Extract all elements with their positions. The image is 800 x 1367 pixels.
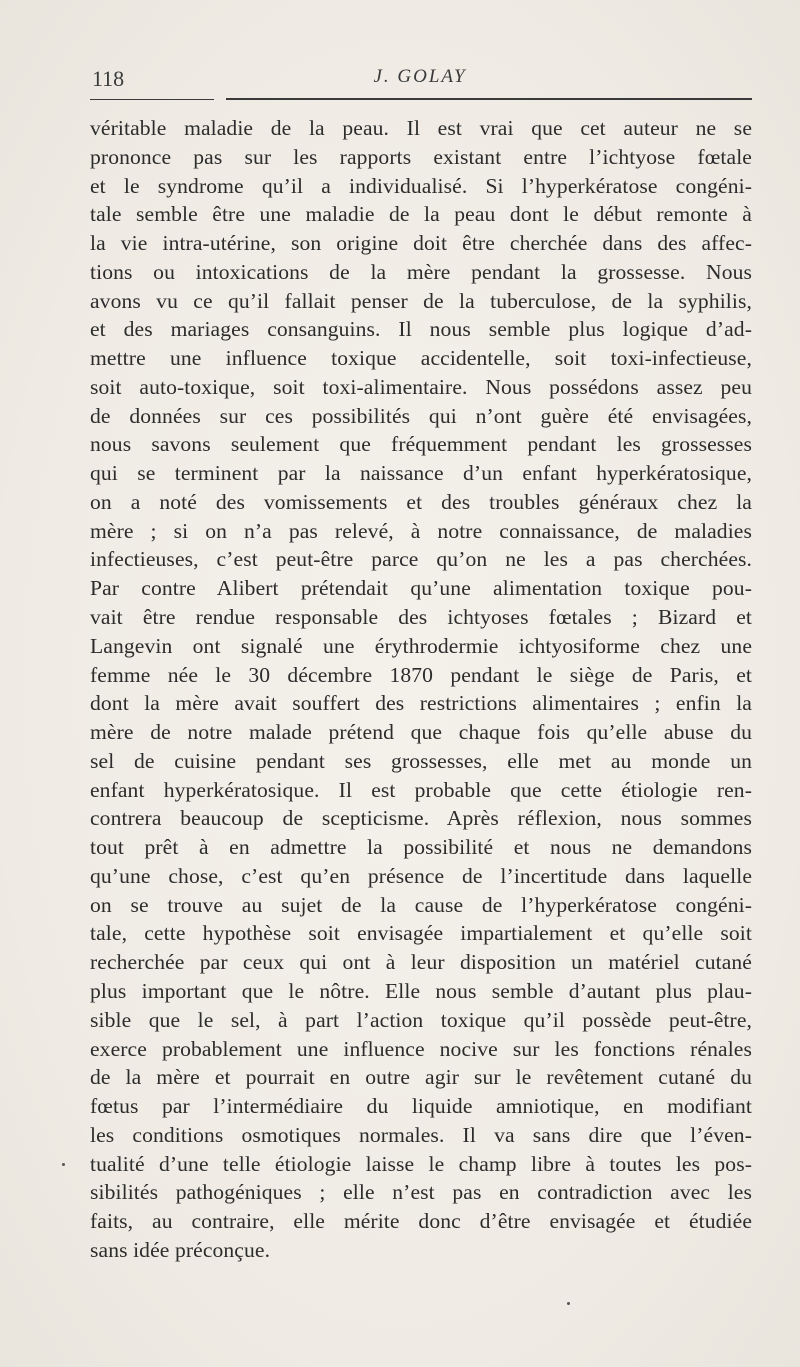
page-header (90, 64, 750, 94)
text-line: la vie intra-utérine, son origine doit être cherchée dans des affec- (90, 231, 752, 256)
text-line: et le syndrome qu’il a individualisé. Si l’hyperkératose congéni- (90, 173, 752, 198)
text-line: on a noté des vomissements et des troubles généraux chez la (90, 489, 752, 514)
header-rule-left (90, 99, 214, 100)
text-line: les conditions osmotiques normales. Il va sans dire que l’éven- (90, 1122, 752, 1147)
page-number: 118 (92, 66, 125, 91)
text-line: qu’une chose, c’est qu’en présence de l’incertitude dans laquelle (90, 863, 752, 888)
text-line: femme née le 30 décembre 1870 pendant le siège de Paris, et (90, 662, 752, 687)
text-line: prononce pas sur les rapports existant entre l’ichtyose fœtale (90, 144, 752, 169)
text-line: avons vu ce qu’il fallait penser de la tuberculose, de la syphilis, (90, 288, 752, 313)
text-line: qui se terminent par la naissance d’un enfant hyperkératosique, (90, 461, 752, 486)
text-line: dont la mère avait souffert des restrictions alimentaires ; enfin la (90, 691, 752, 716)
text-line: véritable maladie de la peau. Il est vrai que cet auteur ne se (90, 116, 752, 140)
text-line: enfant hyperkératosique. Il est probable que cette étiologie ren- (90, 777, 752, 802)
text-line: de la mère et pourrait en outre agir sur le revêtement cutané du (90, 1065, 752, 1090)
text-line: tout prêt à en admettre la possibilité et nous ne demandons (90, 835, 752, 860)
text-line: sans idée préconçue. (90, 1237, 271, 1262)
text-line: exerce probablement une influence nocive sur les fonctions rénales (90, 1036, 752, 1061)
text-line: sibilités pathogéniques ; elle n’est pas en contradiction avec les (90, 1180, 752, 1205)
text-line: et des mariages consanguins. Il nous semble plus logique d’ad- (90, 317, 752, 342)
text-line: faits, au contraire, elle mérite donc d’être envisagée et étudiée (90, 1209, 752, 1234)
text-line: infectieuses, c’est peut-être parce qu’on ne les a pas cherchées. (90, 547, 752, 572)
running-head: J. GOLAY (373, 66, 467, 87)
print-speck (62, 1163, 65, 1166)
text-line: de données sur ces possibilités qui n’ont guère été envisagées, (90, 403, 752, 428)
text-line: tale, cette hypothèse soit envisagée impartialement et qu’elle soit (90, 921, 752, 946)
text-line: nous savons seulement que fréquemment pendant les grossesses (90, 432, 752, 457)
text-line: recherchée par ceux qui ont à leur disposition un matériel cutané (90, 950, 752, 975)
text-line: vait être rendue responsable des ichtyoses fœtales ; Bizard et (90, 605, 752, 630)
text-line: on se trouve au sujet de la cause de l’hyperkératose congéni- (90, 892, 752, 917)
text-line: sible que le sel, à part l’action toxique qu’il possède peut-être, (90, 1007, 752, 1032)
text-line: mère de notre malade prétend que chaque fois qu’elle abuse du (90, 720, 752, 745)
text-line: Langevin ont signalé une érythrodermie ichtyosiforme chez une (90, 633, 752, 658)
text-line: mère ; si on n’a pas relevé, à notre connaissance, de maladies (90, 518, 752, 543)
text-line: Par contre Alibert prétendait qu’une alimentation toxique pou- (90, 576, 752, 601)
text-line: tualité d’une telle étiologie laisse le champ libre à toutes les pos- (90, 1151, 752, 1176)
text-line: sel de cuisine pendant ses grossesses, elle met au monde un (90, 748, 752, 773)
text-line: mettre une influence toxique accidentelle, soit toxi-infectieuse, (90, 346, 752, 371)
text-line: soit auto-toxique, soit toxi-alimentaire. Nous possédons assez peu (90, 374, 752, 399)
text-line: tale semble être une maladie de la peau dont le début remonte à (90, 202, 752, 227)
text-line: plus important que le nôtre. Elle nous semble d’autant plus plau- (90, 978, 752, 1003)
text-line: contrera beaucoup de scepticisme. Après réflexion, nous sommes (90, 806, 752, 831)
text-line: fœtus par l’intermédiaire du liquide amniotique, en modifiant (90, 1094, 752, 1119)
body-text (90, 114, 752, 1265)
header-rule-right (226, 98, 752, 100)
print-speck (567, 1302, 570, 1305)
text-line: tions ou intoxications de la mère pendant la grossesse. Nous (90, 259, 752, 284)
